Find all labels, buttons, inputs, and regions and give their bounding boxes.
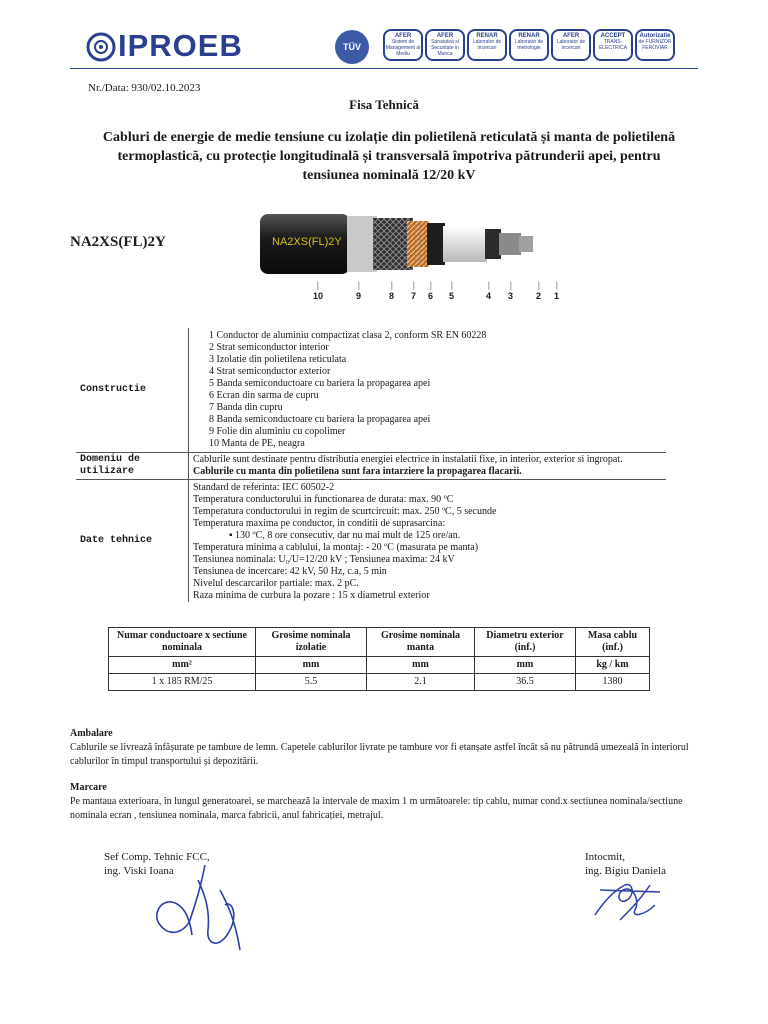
list-item: 2 Strat semiconductor interior	[209, 342, 329, 353]
list-item: 1 Conductor de aluminiu compactizat clasa 2, conform SR EN 60228	[209, 330, 487, 341]
list-item: Tensiunea de incercare: 42 kV, 50 Hz, c.a, 5 min	[193, 566, 387, 577]
table-row	[109, 674, 650, 691]
signature-left-image	[150, 860, 260, 955]
layer-number: 3	[508, 291, 514, 301]
list-item: Temperatura minima a cablului, la montaj: - 20 ºC (masurata pe manta)	[193, 542, 479, 553]
list-item: ▪ 130 ºC, 8 ore consecutiv, dar nu mai mult de 125 ore/an.	[229, 530, 461, 541]
list-item: Temperatura conductorului in regim de scurtcircuit: max. 250 ºC, 5 secunde	[193, 506, 497, 517]
unit-cell: mm	[256, 657, 367, 674]
column-header: Numar conductoare x sectiune nominala	[109, 628, 256, 657]
column-header: Diametru exterior (inf.)	[475, 628, 576, 657]
unit-cell: mm	[366, 657, 474, 674]
ambalare-text: Cablurile se livrează înfășurate pe tambure de lemn. Capetele cablurilor livrate pe tambure vor fi etanșate astfel încât să nu pătrundă umezeală în interiorul cablurilor în timpul transportului și depozitării.	[70, 742, 689, 767]
list-item: 9 Folie din aluminiu cu copolimer	[209, 426, 346, 437]
table-cell: 5.5	[256, 674, 367, 691]
tick-mark: |	[510, 280, 512, 290]
signatory-right-title: Intocmit,	[585, 851, 626, 863]
cert-badge: Autorizatie de FURNIZOR FEROVIAR	[635, 29, 675, 61]
unit-cell: mm	[475, 657, 576, 674]
doc-title: Cabluri de energie de medie tensiune cu izolație din polietilenă reticulată și manta de polietilenă termoplastică, cu protecție longitudinală și transversală împotriva pătrunderii apei, pentru tensiunea nominală 12/20 kV	[102, 130, 676, 183]
tick-mark: |	[317, 280, 319, 290]
list-item: 3 Izolatie din polietilena reticulata	[209, 354, 347, 365]
tick-mark: |	[430, 280, 432, 290]
cert-badge: AFER Sistem de Management al Mediu	[383, 29, 423, 61]
date-tehnice-list	[189, 480, 667, 603]
cable-cross-section-image	[255, 210, 575, 280]
layer-number: 1	[554, 291, 560, 301]
column-header: Masa cablu (inf.)	[575, 628, 649, 657]
tuv-cert-icon: TÜV	[335, 30, 369, 64]
list-item: Tensiunea nominala: U₀/U=12/20 kV ; Tensiunea maxima: 24 kV	[193, 554, 455, 565]
layer-number: 2	[536, 291, 542, 301]
tick-mark: |	[413, 280, 415, 290]
list-item: 5 Banda semiconductoare cu bariera la propagarea apei	[209, 378, 431, 389]
marcare-title: Marcare	[70, 782, 107, 793]
tick-mark: |	[358, 280, 360, 290]
domeniu-row	[76, 453, 666, 480]
layer-number: 7	[411, 291, 417, 301]
tick-mark: |	[538, 280, 540, 290]
unit-cell: mm²	[109, 657, 256, 674]
domeniu-text: Cablurile sunt destinate pentru distributia energiei electrice in instalatii fixe, in interior, exterior si ingropat.	[193, 454, 623, 465]
table-cell: 2.1	[366, 674, 474, 691]
layer-number: 4	[486, 291, 492, 301]
cert-badge: RENAR Laborator de metrologie	[509, 29, 549, 61]
signature-right-image	[585, 870, 675, 930]
constructie-label: Constructie	[76, 328, 189, 453]
list-item: 8 Banda semiconductoare cu bariera la propagarea apei	[209, 414, 431, 425]
list-item: Temperatura conductorului in functionarea de durata: max. 90 ºC	[193, 494, 454, 505]
cable-type-name: NA2XS(FL)2Y	[70, 234, 166, 250]
layer-number: 5	[449, 291, 455, 301]
table-cell: 1380	[575, 674, 649, 691]
units-row	[109, 657, 650, 674]
cert-badge: RENAR Laborator de incercari	[467, 29, 507, 61]
doc-number-date: Nr./Data: 930/02.10.2023	[88, 82, 201, 94]
list-item: Nivelul descarcarilor partiale: max. 2 pC.	[193, 578, 359, 589]
date-tehnice-row	[76, 480, 666, 603]
constructie-list	[189, 328, 667, 453]
header-divider	[70, 68, 698, 69]
cable-print-label: NA2XS(FL)2Y	[272, 236, 342, 248]
tick-mark: |	[451, 280, 453, 290]
cert-badge: AFER Laborator de incercari	[551, 29, 591, 61]
layer-number: 6	[428, 291, 434, 301]
column-header: Grosime nominala izolatie	[256, 628, 367, 657]
tick-mark: |	[556, 280, 558, 290]
doc-heading: Fisa Tehnică	[349, 97, 419, 112]
list-item: Raza minima de curbura la pozare : 15 x diametrul exterior	[193, 590, 430, 601]
logo-text: IPROEB	[118, 28, 243, 63]
table-cell: 36.5	[475, 674, 576, 691]
list-item: 6 Ecran din sarma de cupru	[209, 390, 319, 401]
table-header-row	[109, 628, 650, 657]
list-item: Temperatura maxima pe conductor, in conditii de suprasarcina:	[193, 518, 446, 529]
signatory-left-name: ing. Viski Ioana	[104, 865, 174, 877]
dimensions-table	[108, 627, 650, 691]
domeniu-bold-text: Cablurile cu manta din polietilena sunt fara intarziere la propagarea flacarii.	[193, 466, 522, 477]
layer-number: 10	[313, 291, 324, 301]
list-item: Standard de referinta: IEC 60502-2	[193, 482, 335, 493]
layer-number: 9	[356, 291, 362, 301]
cert-badge: ACCEPT TRANS-ELECTRICA	[593, 29, 633, 61]
column-header: Grosime nominala manta	[366, 628, 474, 657]
iproeb-logo-icon	[86, 32, 116, 62]
marcare-text: Pe mantaua exterioara, în lungul generatoarei, se marchează la intervale de maxim 1 m următoarele: tip cablu, numar cond.x sectiunea nominala/sectiune nominala ecran , tensiunea nominala, marca fabricii, anul fabricației, metrajul.	[70, 796, 683, 821]
list-item: 10 Manta de PE, neagra	[209, 438, 305, 449]
unit-cell: kg / km	[575, 657, 649, 674]
spec-table	[76, 328, 666, 602]
date-tehnice-label: Date tehnice	[76, 480, 189, 603]
ambalare-title: Ambalare	[70, 728, 113, 739]
domeniu-cell	[189, 453, 667, 480]
list-item: 4 Strat semiconductor exterior	[209, 366, 331, 377]
list-item: 7 Banda din cupru	[209, 402, 283, 413]
constructie-row	[76, 328, 666, 453]
tick-mark: |	[391, 280, 393, 290]
table-cell: 1 x 185 RM/25	[109, 674, 256, 691]
signatory-left-title: Sef Comp. Tehnic FCC,	[104, 851, 210, 863]
domeniu-label: Domeniu de utilizare	[76, 453, 189, 480]
cert-badge: AFER Sanatatea si Securitate in Munca	[425, 29, 465, 61]
tick-mark: |	[488, 280, 490, 290]
signatory-right-name: ing. Bigiu Daniela	[585, 865, 666, 877]
layer-number: 8	[389, 291, 395, 301]
